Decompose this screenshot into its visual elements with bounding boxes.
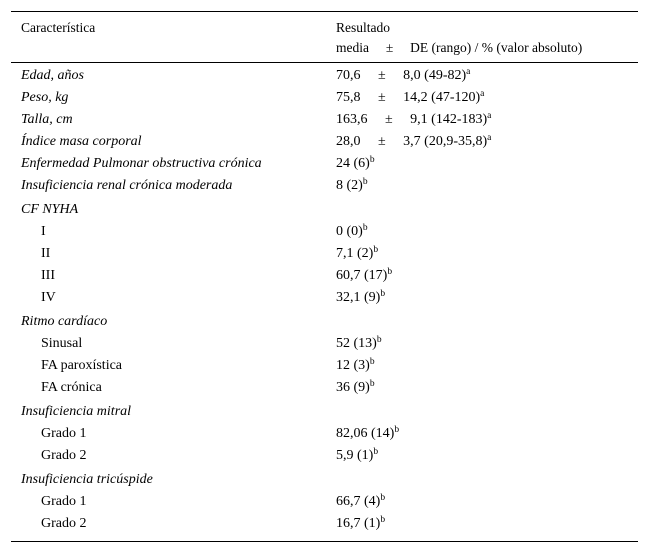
- section-header-cf-nyha: [11, 199, 638, 221]
- row-value: 5,9 $(1)^b$: [336, 447, 379, 463]
- row-label: Índice masa corporal: [21, 134, 142, 149]
- row-label: Grado 2: [41, 516, 87, 531]
- table-row: [11, 153, 638, 175]
- row-value: 24 $(6)^b$: [336, 155, 375, 171]
- row-label: Grado 1: [41, 494, 87, 509]
- footnote-marker: a: [480, 89, 485, 99]
- row-value: 0 $(0)^b$: [336, 223, 368, 239]
- row-value: 12 $(3)^b$: [336, 357, 375, 373]
- section-label: Insuficiencia tricúspide: [21, 472, 153, 487]
- footnote-marker: b: [380, 493, 386, 503]
- row-label: FA paroxística: [41, 358, 123, 373]
- row-label: Peso, kg: [21, 90, 69, 105]
- table-row: [11, 333, 638, 355]
- footnote-marker: b: [369, 357, 375, 367]
- footnote-marker: a: [466, 67, 471, 77]
- table-row: [11, 287, 638, 309]
- table-row: [11, 175, 638, 197]
- row-label: III: [41, 268, 55, 283]
- footnote-marker: a: [487, 133, 492, 143]
- row-value: 16,7 $(1)^b$: [336, 515, 386, 531]
- table-row: [11, 65, 638, 87]
- row-value: 7,1 $(2)^b$: [336, 245, 379, 261]
- section-label: CF NYHA: [21, 202, 79, 217]
- row-value: 36 $(9)^b$: [336, 379, 375, 395]
- footnote-marker: b: [376, 335, 382, 345]
- row-value: 82,06 $(14)^b$: [336, 425, 400, 441]
- row-value: 32,1 $(9)^b$: [336, 289, 386, 305]
- row-value: 8 $(2)^b$: [336, 177, 368, 193]
- footnote-marker: b: [362, 223, 368, 233]
- table-row: [11, 423, 638, 445]
- row-value: 66,7 $(4)^b$: [336, 493, 386, 509]
- row-label: Grado 1: [41, 426, 87, 441]
- header-resultado: Resultado: [336, 20, 390, 35]
- table-header: [11, 12, 638, 63]
- table-row: [11, 87, 638, 109]
- table-row: [11, 491, 638, 513]
- row-label: Enfermedad Pulmonar obstructiva crónica: [21, 156, 262, 171]
- row-label: Insuficiencia renal crónica moderada: [21, 178, 233, 193]
- row-value: 60,7 $(17)^b$: [336, 267, 393, 283]
- table-row: [11, 445, 638, 467]
- row-label: Grado 2: [41, 448, 87, 463]
- footnote-marker: b: [362, 177, 368, 187]
- row-label: Sinusal: [41, 336, 83, 351]
- footnote-marker: b: [380, 515, 386, 525]
- footnote-marker: b: [373, 245, 379, 255]
- row-label: Talla, cm: [21, 112, 73, 127]
- row-value: 28,0 ± 3,7 $(20,9-35,8)^a$: [336, 133, 492, 149]
- footnote-marker: b: [369, 379, 375, 389]
- row-label: FA crónica: [41, 380, 102, 395]
- row-value: 75,8 ± 14,2 $(47-120)^a$: [336, 89, 485, 105]
- section-header-insuficiencia-tricuspide: [11, 469, 638, 491]
- section-header-ritmo-cardiaco: [11, 311, 638, 333]
- row-label: I: [41, 224, 46, 239]
- header-caracteristica: Característica: [21, 20, 96, 35]
- table-row: [11, 513, 638, 535]
- footnote-marker: b: [373, 447, 379, 457]
- row-label: II: [41, 246, 51, 261]
- footnote-marker: b: [387, 267, 393, 277]
- row-label: IV: [41, 290, 56, 305]
- row-value: 163,6 ± 9,1 $(142-183)^a$: [336, 111, 492, 127]
- table-row: [11, 221, 638, 243]
- row-value: 52 $(13)^b$: [336, 335, 382, 351]
- characteristics-table: [11, 11, 638, 542]
- table-body: [11, 63, 638, 541]
- section-header-insuficiencia-mitral: [11, 401, 638, 423]
- section-label: Insuficiencia mitral: [21, 404, 132, 419]
- footnote-marker: b: [369, 155, 375, 165]
- table-row: [11, 131, 638, 153]
- header-resultado-sub: media ± DE (rango) / % (valor absoluto): [336, 40, 583, 55]
- footnote-marker: b: [380, 289, 386, 299]
- table-row: [11, 109, 638, 131]
- table-row: [11, 355, 638, 377]
- table-row: [11, 377, 638, 399]
- footnote-marker: b: [394, 425, 400, 435]
- row-value: 70,6 ± 8,0 $(49-82)^a$: [336, 67, 471, 83]
- section-label: Ritmo cardíaco: [21, 314, 108, 329]
- table-row: [11, 243, 638, 265]
- table-row: [11, 265, 638, 287]
- footnote-marker: a: [487, 111, 492, 121]
- row-label: Edad, años: [21, 68, 84, 83]
